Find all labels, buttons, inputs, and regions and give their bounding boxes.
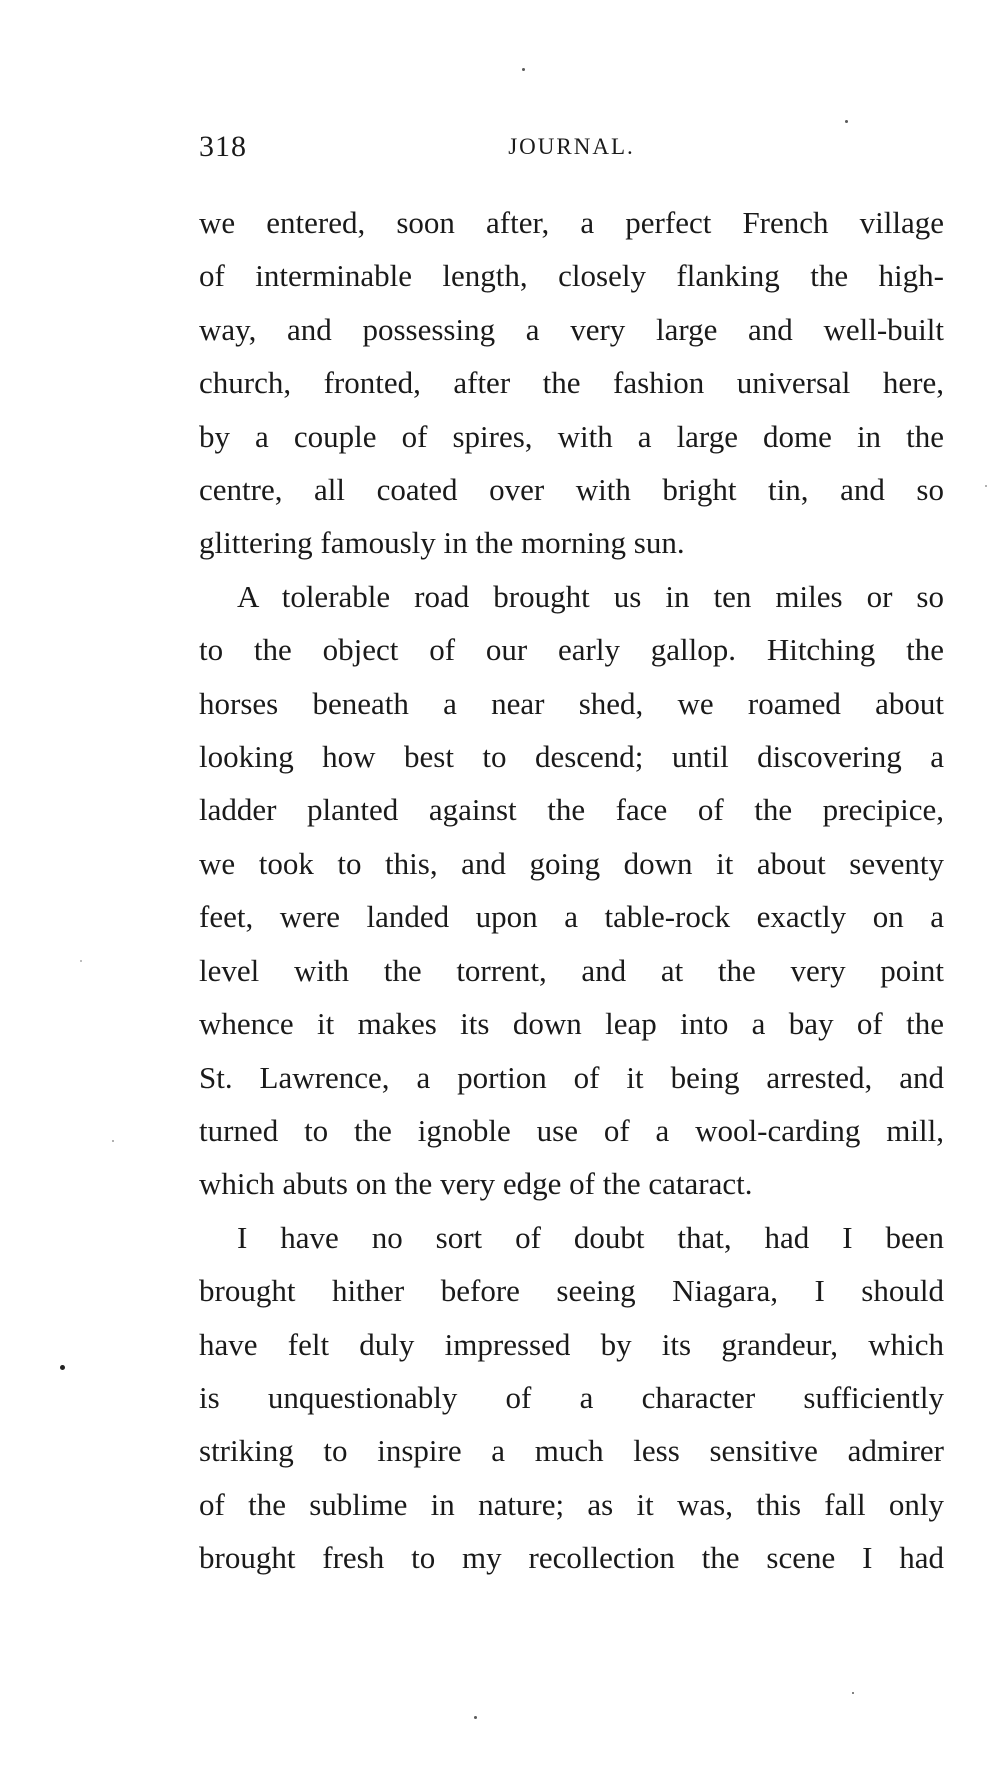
paper-speck [522, 68, 525, 71]
paper-speck [112, 1140, 114, 1142]
text-line: is unquestionably of a character sufficiently [199, 1379, 944, 1415]
text-line: way, and possessing a very large and well-built [199, 311, 944, 347]
text-line: ladder planted against the face of the precipice, [199, 792, 944, 828]
running-title: JOURNAL. [508, 134, 635, 159]
text-line: looking how best to descend; until discovering a [199, 739, 944, 775]
text-line: St. Lawrence, a portion of it being arrested, and [199, 1059, 944, 1095]
paper-speck [852, 1692, 854, 1694]
text-line: of interminable length, closely flanking the high- [199, 258, 944, 294]
text-line: A tolerable road brought us in ten miles or so [237, 578, 944, 614]
text-line: brought fresh to my recollection the scene I had [199, 1540, 944, 1576]
text-line: I have no sort of doubt that, had I been [237, 1219, 944, 1255]
text-line: we took to this, and going down it about seventy [199, 845, 944, 881]
text-line: of the sublime in nature; as it was, this fall only [199, 1486, 944, 1522]
text-line: glittering famously in the morning sun. [199, 525, 685, 561]
text-line: striking to inspire a much less sensitive admirer [199, 1433, 944, 1469]
text-line: feet, were landed upon a table-rock exactly on a [199, 899, 944, 935]
text-line: horses beneath a near shed, we roamed about [199, 685, 944, 721]
paragraph-3 [199, 1211, 944, 1585]
paragraph-2 [199, 570, 944, 1211]
text-line: which abuts on the very edge of the cataract. [199, 1166, 753, 1202]
paper-speck [845, 120, 848, 123]
text-line: whence it makes its down leap into a bay of the [199, 1006, 944, 1042]
page-number: 318 [199, 130, 247, 163]
running-head [199, 130, 944, 170]
paper-speck [985, 485, 987, 487]
text-line: brought hither before seeing Niagara, I should [199, 1273, 944, 1309]
text-line: have felt duly impressed by its grandeur, which [199, 1326, 944, 1362]
text-line: centre, all coated over with bright tin, and so [199, 472, 944, 508]
text-line: to the object of our early gallop. Hitching the [199, 632, 944, 668]
paper-speck [474, 1716, 477, 1719]
paper-speck [60, 1365, 65, 1370]
body-text [199, 196, 944, 1585]
paper-speck [80, 960, 82, 962]
text-line: level with the torrent, and at the very point [199, 952, 944, 988]
text-line: turned to the ignoble use of a wool-carding mill, [199, 1112, 944, 1148]
text-line: by a couple of spires, with a large dome in the [199, 418, 944, 454]
text-line: church, fronted, after the fashion universal here, [199, 365, 944, 401]
paragraph-1 [199, 196, 944, 570]
text-line: we entered, soon after, a perfect French village [199, 205, 944, 240]
